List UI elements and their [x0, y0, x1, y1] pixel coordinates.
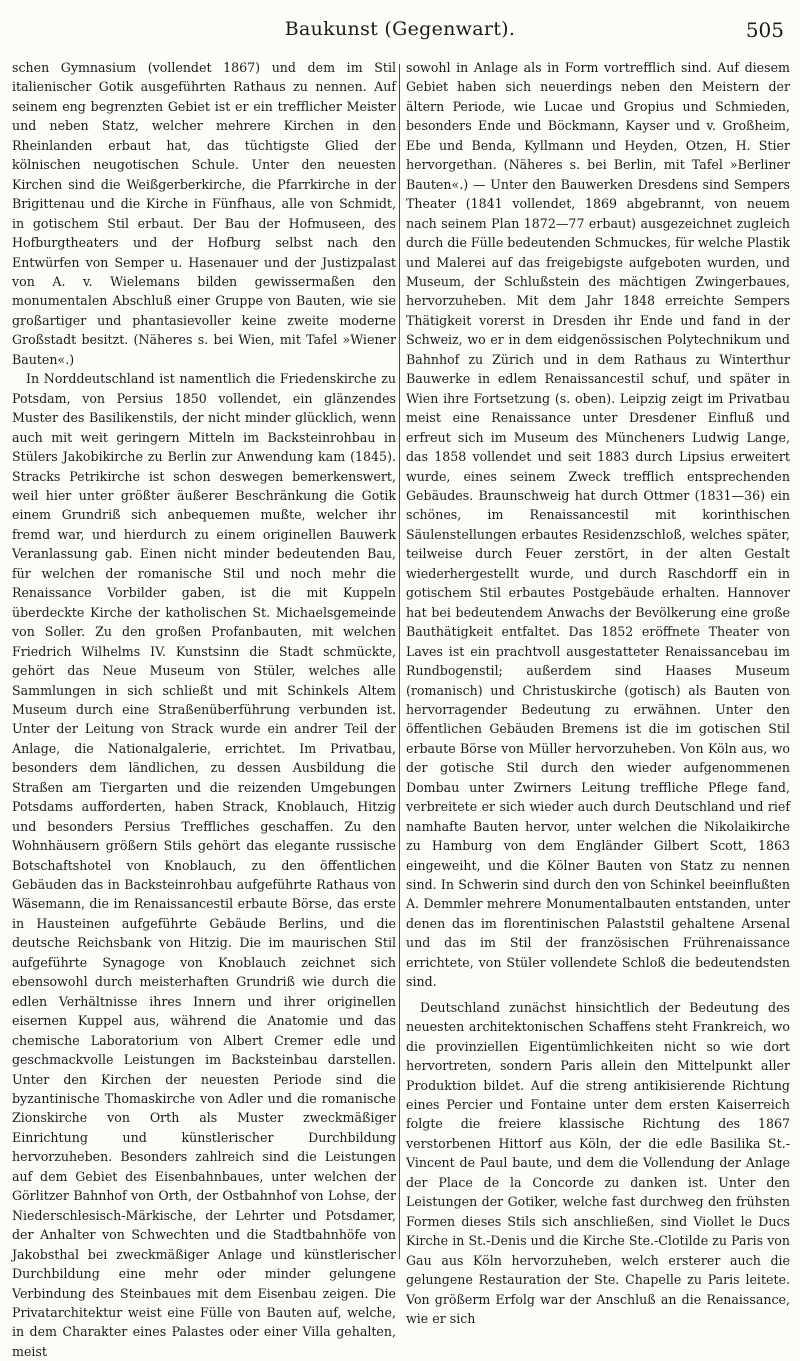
running-title: Baukunst (Gegenwart).	[284, 18, 516, 40]
paragraph: Deutschland zunächst hinsichtlich der Bedeutung des neuesten architektonischen Schaffens steht Frankreich, wo die provinziellen Eigentümlichkeiten nicht so wie dort hervortreten, sondern Paris allein den Mittelpunkt aller Produktion bildet. Auf die streng antikisierende Richtung eines Percier und Fontaine unter dem ersten Kaiserreich folgte die freiere klassische Richtung des 1867 verstorbenen Hittorf aus Köln, der die edle Basilika St.-Vincent de Paul baute, und dem die Vollendung der Anlage der Place de la Concorde zu danken ist. Unter den Leistungen der Gotiker, welche fast durchweg den frühsten Formen dieses Stils sich anschließen, sind Viollet le Ducs Kirche in St.-Denis und die Kirche Ste.-Clotilde zu Paris von Gau aus Köln hervorzuheben, welch ersterer auch die gelungene Restauration der Ste. Chapelle zu Paris leitete. Von größerm Erfolg war der Anschluß an die Renaissance, wie er sich	[406, 999, 790, 1326]
paragraph: In Norddeutschland ist namentlich die Friedenskirche zu Potsdam, von Persius 1850 vollendet, ein glänzendes Muster des Basilikenstils, der nicht minder glücklich, wenn auch mit weit geringern Mitteln im Backsteinrohbau in Stülers Jakobikirche zu Berlin zur Anwendung kam (1845). Stracks Petrikirche ist schon deswegen bemerkenswert, weil hier unter größter äußerer Beschränkung die Gotik einem Grundriß sich anbequemen mußte, welcher ihr fremd war, und hierdurch zu einem originellen Bauwerk Veranlassung gab. Einen nicht minder bedeutenden Bau, für welchen der romanische Stil und noch mehr die Renaissance Vorbilder gaben, ist die mit Kuppeln überdeckte Kirche der katholischen St. Michaelsgemeinde von Soller. Zu den großen Profanbauten, mit welchen Friedrich Wilhelms IV. Kunstsinn die Stadt schmückte, gehört das Neue Museum von Stüler, welches alle Sammlungen in sich schließt und mit Schinkels Altem Museum durch eine Straßenüberführung verbunden ist. Unter der Leitung von Strack wurde ein andrer Teil der Anlage, die Nationalgalerie, errichtet. Im Privatbau, besonders dem ländlichen, zu dessen Ausbildung die Straßen am Tiergarten und die reizenden Umgebungen Potsdams aufforderten, haben Strack, Knoblauch, Hitzig und besonders Persius Treffliches geschaffen. Zu den Wohnhäusern größern Stils gehört das elegante russische Botschaftshotel von Knoblauch, zu den öffentlichen Gebäuden das in Backsteinrohbau aufgeführte Rathaus von Wäsemann, die im Renaissancestil erbaute Börse, das erste in Hausteinen aufgeführte Gebäude Berlins, und die deutsche Reichsbank von Hitzig. Die im maurischen Stil aufgeführte Synagoge von Knoblauch zeichnet sich ebensowohl durch meisterhaften Grundriß wie durch die edlen Verhältnisse ihres Innern und ihrer originellen eisernen Kuppel aus, während die Anatomie und das chemische Laboratorium von Albert Cremer edle und geschmackvolle Leistungen im Backsteinbau darstellen. Unter den Kirchen der neuesten Periode sind die byzantinische Thomaskirche von Adler und die romanische Zionskirche von Orth als Muster zweckmäßiger Einrichtung und künstlerischer Durchbildung hervorzuheben. Besonders zahlreich sind die Leistungen auf dem Gebiet des Eisenbahnbaues, unter welchen der Görlitzer Bahnhof von Orth, der Ostbahnhof von Lohse, der Niederschlesisch-Märkische, der Lehrter und Potsdamer, der Anhalter von Schwechten und die Stadtbahnhöfe von Jakobsthal bei zweckmäßiger Anlage und künstlerischer Durchbildung eine mehr oder minder gelungene Verbindung des Steinbaues mit dem Eisenbau zeigen. Die Privatarchitektur weist eine Fülle von Bauten auf, welche, in dem Charakter eines Palastes oder einer Villa gehalten, meist	[12, 371, 396, 1359]
paragraph: sowohl in Anlage als in Form vortrefflich sind. Auf diesem Gebiet haben sich neuerdings neben den Meistern der ältern Periode, wie Lucae und Gropius und Schmieden, besonders Ende und Böckmann, Kayser und v. Großheim, Ebe und Benda, Kyllmann und Heyden, Otzen, H. Stier hervorgethan. (Näheres s. bei Berlin, mit Tafel »Berliner Bauten«.) — Unter den Bauwerken Dresdens sind Sempers Theater (1841 vollendet, 1869 abgebrannt, von neuem nach seinem Plan 1872—77 erbaut) ausgezeichnet zugleich durch die Fülle bedeutenden Schmuckes, für welche Plastik und Malerei auf das freigebigste aufgeboten wurden, und Museum, der Schlußstein des mächtigen Zwingerbaues, hervorzuheben. Mit dem Jahr 1848 erreichte Sempers Thätigkeit vorerst in Dresden ihr Ende und fand in der Schweiz, wo er in dem eidgenössischen Polytechnikum und Bahnhof zu Zürich und in dem Rathaus zu Winterthur Bauwerke in edlem Renaissancestil schuf, und später in Wien ihre Fortsetzung (s. oben). Leipzig zeigt im Privatbau meist eine Renaissance unter Dresdener Einfluß und erfreut sich im Museum des Müncheners Ludwig Lange, das 1858 vollendet und seit 1883 durch Lipsius erweitert wurde, eines seinem Zweck trefflich entsprechenden Gebäudes. Braunschweig hat durch Ottmer (1831—36) ein schönes, im Renaissancestil mit korinthischen Säulenstellungen erbautes Residenzschloß, welches später, teilweise durch Feuer zerstört, in der alten Gestalt wiederhergestellt wurde, und durch Raschdorff ein in gotischem Stil erbautes Postgebäude erhalten. Hannover hat bei bedeutendem Anwachs der Bevölkerung eine große Bauthätigkeit entfaltet. Das 1852 eröffnete Theater von Laves ist ein prachtvoll ausgestatteter Renaissancebau im Rundbogenstil; außerdem sind Haases Museum (romanisch) und Christuskirche (gotisch) als Bauten von hervorragender Bedeutung zu erwähnen. Unter den öffentlichen Gebäuden Bremens ist die im gotischen Stil erbaute Börse von Müller hervorzuheben. Von Köln aus, wo der gotische Stil durch den wieder aufgenommenen Dombau unter Zwirners Leitung treffliche Pflege fand, verbreitete er sich wieder auch durch Deutschland und rief namhafte Bauten hervor, unter welchen die Nikolaikirche zu Hamburg von dem Engländer Gilbert Scott, 1863 eingeweiht, und die Kölner Bauten von Statz zu nennen sind. In Schwerin sind durch den von Schinkel beeinflußten A. Demmler mehrere Monumentalbauten entstanden, unter denen das im florentinischen Palaststil gehaltene Arsenal und das im Stil der französischen Frührenaissance errichtete, von Stüler vollendete Schloß die bedeutendsten sind.	[406, 60, 790, 990]
text-columns	[12, 58, 790, 1359]
page-number: 505	[745, 18, 784, 42]
right-column	[406, 58, 790, 1326]
paragraph: schen Gymnasium (vollendet 1867) und dem im Stil italienischer Gotik ausgeführten Rathaus zu nennen. Auf seinem eng begrenzten Gebiet ist er ein trefflicher Meister und neben Statz, welcher mehrere Kirchen in den Rheinlanden erbaut hat, das tüchtigste Glied der kölnischen neugotischen Schule. Unter den neuesten Kirchen sind die Weißgerberkirche, die Pfarrkirche in der Brigittenau und die Kirche in Fünfhaus, alle von Schmidt, in gotischem Stil erbaut. Der Bau der Hofmuseen, des Hofburgtheaters und der Hofburg selbst nach den Entwürfen von Semper u. Hasenauer und der Justizpalast von A. v. Wielemans bilden gewissermaßen den monumentalen Abschluß einer Gruppe von Bauten, wie sie großartiger und phantasievoller keine zweite moderne Großstadt besitzt. (Näheres s. bei Wien, mit Tafel »Wiener Bauten«.)	[12, 60, 396, 367]
left-column	[12, 58, 396, 1359]
page-header	[0, 14, 800, 48]
